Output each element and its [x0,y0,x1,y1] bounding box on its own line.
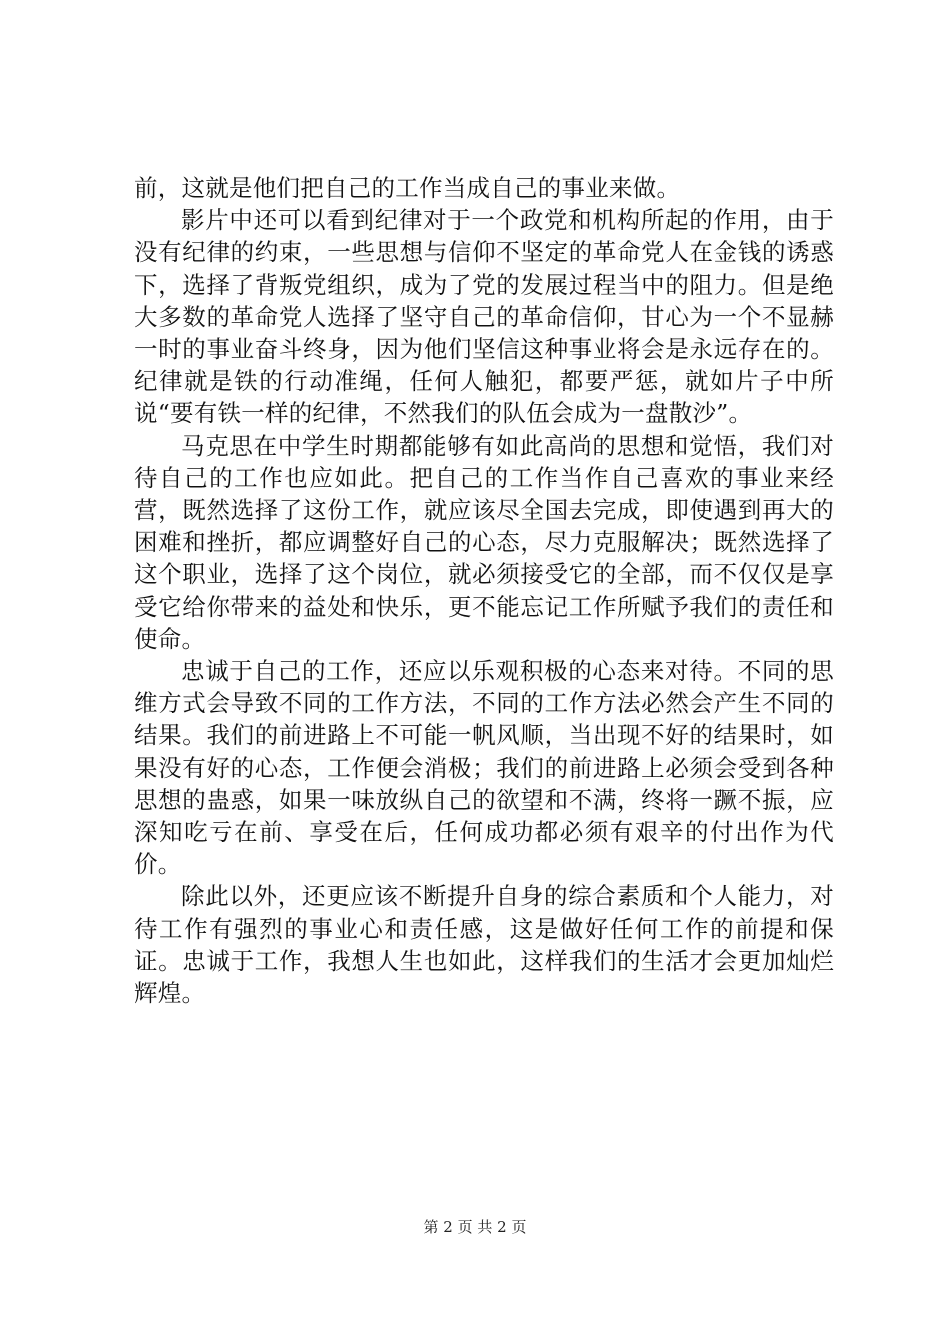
page-number-label: 第 2 页 共 2 页 [423,1218,527,1236]
paragraph-conclusion: 除此以外，还更应该不断提升自身的综合素质和个人能力，对待工作有强烈的事业心和责任感，这是做好任何工作的前提和保证。忠诚于工作，我想人生也如此，这样我们的生活才会更加灿烂辉煌。 [134,882,834,1008]
paragraph-continuation: 前，这就是他们把自己的工作当成自己的事业来做。 [134,174,681,202]
page-number-footer [0,1217,950,1237]
paragraph-positive-mindset: 忠诚于自己的工作，还应以乐观积极的心态来对待。不同的思维方式会导致不同的工作方法，不同的工作方法必然会产生不同的结果。我们的前进路上不可能一帆风顺，当出现不好的结果时，如果没有好的心态，工作便会消极；我们的前进路上必须会受到各种思想的蛊惑，如果一味放纵自己的欲望和不满，终将一蹶不振，应深知吃亏在前、享受在后，任何成功都必须有艰辛的付出作为代价。 [134,657,834,879]
document-body [134,172,834,1009]
paragraph-discipline: 影片中还可以看到纪律对于一个政党和机构所起的作用，由于没有纪律的约束，一些思想与信仰不坚定的革命党人在金钱的诱惑下，选择了背叛党组织，成为了党的发展过程当中的阻力。但是绝大多数的革命党人选择了坚守自己的革命信仰，甘心为一个不显赫一时的事业奋斗终身，因为他们坚信这种事业将会是永远存在的。纪律就是铁的行动准绳，任何人触犯，都要严惩，就如片子中所说“要有铁一样的纪律，不然我们的队伍会成为一盘散沙”。 [134,206,834,428]
paragraph-marx-work-attitude: 马克思在中学生时期都能够有如此高尚的思想和觉悟，我们对待自己的工作也应如此。把自己的工作当作自己喜欢的事业来经营，既然选择了这份工作，就应该尽全国去完成，即使遇到再大的困难和挫折，都应调整好自己的心态，尽力克服解决；既然选择了这个职业，选择了这个岗位，就必须接受它的全部，而不仅仅是享受它给你带来的益处和快乐，更不能忘记工作所赋予我们的责任和使命。 [134,431,834,653]
